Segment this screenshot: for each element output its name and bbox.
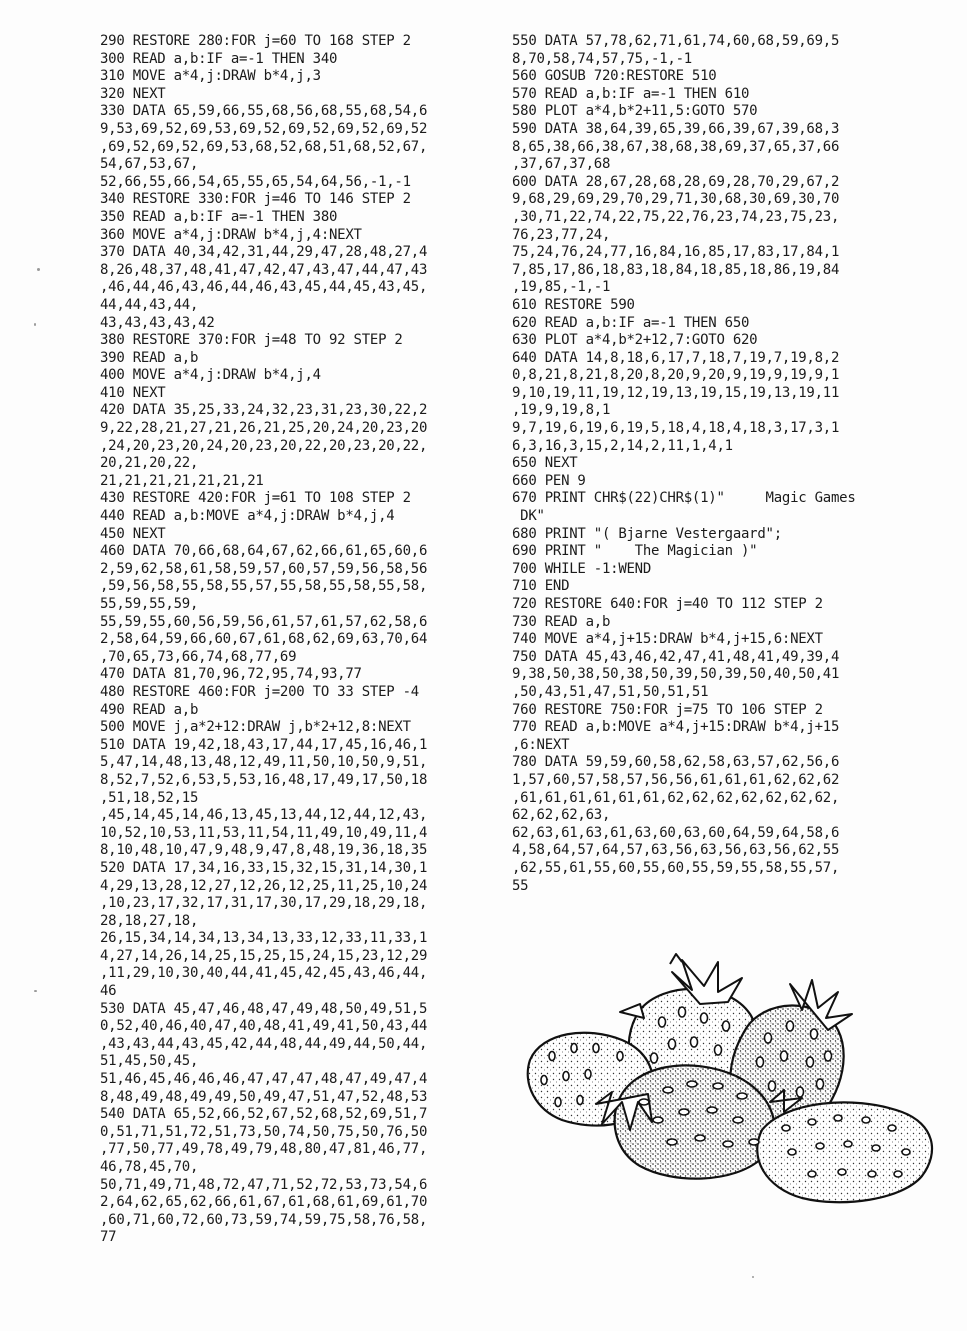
- code-line: 54,67,53,67,: [100, 156, 199, 173]
- code-line: 360 MOVE a*4,j:DRAW b*4,j,4:NEXT: [100, 226, 362, 243]
- code-line: 8,65,38,66,38,67,38,68,38,69,37,65,37,66: [512, 138, 840, 155]
- code-line: 750 DATA 45,43,46,42,47,41,48,41,49,39,4: [512, 648, 840, 665]
- code-line: 560 GOSUB 720:RESTORE 510: [512, 68, 717, 85]
- code-line: ,11,29,10,30,40,44,41,45,42,45,43,46,44,: [100, 965, 428, 982]
- code-line: 480 RESTORE 460:FOR j=200 TO 33 STEP -4: [100, 683, 419, 700]
- code-line: 9,10,19,11,19,12,19,13,19,15,19,13,19,11: [512, 384, 840, 401]
- code-line: 460 DATA 70,66,68,64,67,62,66,61,65,60,6: [100, 543, 428, 560]
- code-line: 730 READ a,b: [512, 613, 611, 630]
- code-line: ,77,50,77,49,78,49,79,48,80,47,81,46,77,: [100, 1141, 428, 1158]
- code-line: 8,52,7,52,6,53,5,53,16,48,17,49,17,50,18: [100, 771, 428, 788]
- code-line: 10,52,10,53,11,53,11,54,11,49,10,49,11,4: [100, 824, 428, 841]
- code-line: 520 DATA 17,34,16,33,15,32,15,31,14,30,1: [100, 859, 428, 876]
- code-line: 0,51,71,51,72,51,73,50,74,50,75,50,76,50: [100, 1123, 428, 1140]
- code-line: 310 MOVE a*4,j:DRAW b*4,j,3: [100, 68, 321, 85]
- code-line: 55,59,55,60,56,59,56,61,57,61,57,62,58,6: [100, 613, 428, 630]
- code-line: 77: [100, 1229, 117, 1246]
- code-line: 540 DATA 65,52,66,52,67,52,68,52,69,51,7: [100, 1106, 428, 1123]
- code-line: 690 PRINT " The Magician )": [512, 543, 758, 560]
- code-line: 46,78,45,70,: [100, 1159, 199, 1175]
- code-line: ,69,52,69,52,69,53,68,52,68,51,68,52,67,: [100, 138, 428, 155]
- code-line: 51,45,50,45,: [100, 1053, 199, 1070]
- code-line: 26,15,34,14,34,13,34,13,33,12,33,11,33,1: [100, 930, 428, 947]
- code-line: 600 DATA 28,67,28,68,28,69,28,70,29,67,2: [512, 173, 840, 190]
- code-line: 62,62,62,63,: [512, 807, 611, 824]
- code-line: ,70,65,73,66,74,68,77,69: [100, 648, 297, 665]
- code-line: 440 READ a,b:MOVE a*4,j:DRAW b*4,j,4: [100, 508, 395, 525]
- code-line: 0,52,40,46,40,47,40,48,41,49,41,50,43,44: [100, 1018, 428, 1035]
- code-line: ,30,71,22,74,22,75,22,76,23,74,23,75,23,: [512, 208, 840, 225]
- code-line: 4,29,13,28,12,27,12,26,12,25,11,25,10,24: [100, 877, 428, 894]
- code-line: 340 RESTORE 330:FOR j=46 TO 146 STEP 2: [100, 191, 411, 208]
- code-line: 8,48,49,48,49,49,50,49,47,51,47,52,48,53: [100, 1088, 428, 1105]
- code-line: 350 READ a,b:IF a=-1 THEN 380: [100, 208, 338, 225]
- code-line: 20,21,20,22,: [100, 455, 199, 472]
- code-line: 650 NEXT: [512, 455, 578, 472]
- code-line: 76,23,77,24,: [512, 226, 611, 243]
- code-line: 710 END: [512, 578, 570, 595]
- code-line: ,50,43,51,47,51,50,51,51: [512, 683, 709, 700]
- code-line: ,6:NEXT: [512, 736, 570, 753]
- code-line: 6,3,16,3,15,2,14,2,11,1,4,1: [512, 437, 733, 454]
- code-line: 51,46,45,46,46,46,47,47,47,48,47,49,47,4: [100, 1071, 428, 1088]
- code-line: 700 WHILE -1:WEND: [512, 560, 652, 577]
- code-line: 50,71,49,71,48,72,47,71,52,72,53,73,54,6: [100, 1176, 428, 1193]
- code-line: ,51,18,52,15: [100, 789, 199, 806]
- code-line: 9,53,69,52,69,53,69,52,69,52,69,52,69,52: [100, 120, 428, 137]
- code-line: 7,85,17,86,18,83,18,84,18,85,18,86,19,84: [512, 261, 840, 278]
- code-line: 5,47,14,48,13,48,12,49,11,50,10,50,9,51,: [100, 754, 428, 771]
- code-line: ,24,20,23,20,24,20,23,20,22,20,23,20,22,: [100, 437, 428, 454]
- code-line: 290 RESTORE 280:FOR j=60 TO 168 STEP 2: [100, 33, 411, 49]
- code-line: 8,26,48,37,48,41,47,42,47,43,47,44,47,43: [100, 261, 428, 278]
- code-line: 55,59,55,59,: [100, 596, 199, 612]
- code-line: 2,59,62,58,61,58,59,57,60,57,59,56,58,56: [100, 560, 428, 577]
- code-line: 0,8,21,8,21,8,20,8,20,9,20,9,19,9,19,9,1: [512, 367, 840, 384]
- code-line: 640 DATA 14,8,18,6,17,7,18,7,19,7,19,8,2: [512, 349, 840, 366]
- code-line: 46: [100, 983, 117, 1000]
- code-line: 500 MOVE j,a*2+12:DRAW j,b*2+12,8:NEXT: [100, 719, 411, 736]
- scan-speck: [37, 268, 40, 271]
- code-line: 300 READ a,b:IF a=-1 THEN 340: [100, 50, 338, 67]
- code-line: 630 PLOT a*4,b*2+12,7:GOTO 620: [512, 332, 758, 349]
- code-line: 8,70,58,74,57,75,-1,-1: [512, 50, 692, 67]
- code-line: 43,43,43,43,42: [100, 314, 215, 331]
- code-line: 9,7,19,6,19,6,19,5,18,4,18,4,18,3,17,3,1: [512, 420, 840, 437]
- leaf: [670, 954, 682, 964]
- scan-speck: [34, 990, 37, 992]
- code-line: 550 DATA 57,78,62,71,61,74,60,68,59,69,5: [512, 33, 840, 49]
- code-line: 430 RESTORE 420:FOR j=61 TO 108 STEP 2: [100, 490, 411, 507]
- code-line: 450 NEXT: [100, 525, 166, 542]
- code-line: 670 PRINT CHR$(22)CHR$(1)" Magic Games: [512, 490, 856, 507]
- code-line: 590 DATA 38,64,39,65,39,66,39,67,39,68,3: [512, 120, 840, 137]
- code-line: 380 RESTORE 370:FOR j=48 TO 92 STEP 2: [100, 332, 403, 349]
- code-line: 28,18,27,18,: [100, 912, 199, 929]
- strawberries-illustration: [522, 952, 942, 1212]
- code-line: 570 READ a,b:IF a=-1 THEN 610: [512, 85, 750, 102]
- code-line: 44,44,43,44,: [100, 296, 199, 313]
- code-line: 620 READ a,b:IF a=-1 THEN 650: [512, 314, 750, 331]
- code-line: 680 PRINT "( Bjarne Vestergaard";: [512, 525, 782, 542]
- code-line: 410 NEXT: [100, 384, 166, 401]
- code-line: 2,58,64,59,66,60,67,61,68,62,69,63,70,64: [100, 631, 428, 648]
- code-line: 62,63,61,63,61,63,60,63,60,64,59,64,58,6: [512, 824, 840, 841]
- listing-column-right: [512, 33, 952, 895]
- code-line: 55: [512, 877, 529, 894]
- code-line: 760 RESTORE 750:FOR j=75 TO 106 STEP 2: [512, 701, 823, 718]
- code-line: ,61,61,61,61,61,61,62,62,62,62,62,62,62,: [512, 789, 840, 806]
- code-line: ,19,9,19,8,1: [512, 402, 611, 419]
- code-line: 530 DATA 45,47,46,48,47,49,48,50,49,51,5: [100, 1000, 428, 1017]
- code-line: 2,64,62,65,62,66,61,67,61,68,61,69,61,70: [100, 1194, 428, 1211]
- code-line: 720 RESTORE 640:FOR j=40 TO 112 STEP 2: [512, 596, 823, 612]
- code-line: 75,24,76,24,77,16,84,16,85,17,83,17,84,1: [512, 244, 840, 261]
- code-line: 330 DATA 65,59,66,55,68,56,68,55,68,54,6: [100, 103, 428, 120]
- code-line: ,62,55,61,55,60,55,60,55,59,55,58,55,57,: [512, 859, 840, 876]
- code-line: DK": [512, 508, 545, 525]
- code-line: 580 PLOT a*4,b*2+11,5:GOTO 570: [512, 103, 758, 120]
- leaf: [620, 1004, 644, 1018]
- code-line: 780 DATA 59,59,60,58,62,58,63,57,62,56,6: [512, 754, 840, 771]
- code-line: 1,57,60,57,58,57,56,56,61,61,61,62,62,62: [512, 771, 840, 788]
- code-line: 9,68,29,69,29,70,29,71,30,68,30,69,30,70: [512, 191, 840, 208]
- code-line: 400 MOVE a*4,j:DRAW b*4,j,4: [100, 367, 321, 384]
- code-line: 4,27,14,26,14,25,15,25,15,24,15,23,12,29: [100, 947, 428, 964]
- code-line: 9,38,50,38,50,38,50,39,50,39,50,40,50,41: [512, 666, 840, 683]
- code-line: 740 MOVE a*4,j+15:DRAW b*4,j+15,6:NEXT: [512, 631, 823, 648]
- code-line: 4,58,64,57,64,57,63,56,63,56,63,56,62,55: [512, 842, 840, 859]
- scan-speck: [752, 1276, 754, 1278]
- code-line: 420 DATA 35,25,33,24,32,23,31,23,30,22,2: [100, 402, 428, 419]
- code-line: 490 READ a,b: [100, 701, 199, 718]
- code-line: 390 READ a,b: [100, 349, 199, 366]
- code-line: ,43,43,44,43,45,42,44,48,44,49,44,50,44,: [100, 1035, 428, 1052]
- code-line: 660 PEN 9: [512, 472, 586, 489]
- code-line: 610 RESTORE 590: [512, 296, 635, 313]
- code-line: ,45,14,45,14,46,13,45,13,44,12,44,12,43,: [100, 807, 428, 824]
- code-line: ,59,56,58,55,58,55,57,55,58,55,58,55,58,: [100, 578, 428, 595]
- code-line: 8,10,48,10,47,9,48,9,47,8,48,19,36,18,35: [100, 842, 428, 859]
- code-line: ,60,71,60,72,60,73,59,74,59,75,58,76,58,: [100, 1211, 428, 1228]
- code-line: ,10,23,17,32,17,31,17,30,17,29,18,29,18,: [100, 895, 428, 912]
- listing-column-left: [100, 33, 520, 1247]
- code-line: ,37,67,37,68: [512, 156, 611, 173]
- code-line: 470 DATA 81,70,96,72,95,74,93,77: [100, 666, 362, 683]
- code-line: 370 DATA 40,34,42,31,44,29,47,28,48,27,4: [100, 244, 428, 261]
- code-line: ,19,85,-1,-1: [512, 279, 611, 296]
- code-line: 320 NEXT: [100, 85, 166, 102]
- code-line: 52,66,55,66,54,65,55,65,54,64,56,-1,-1: [100, 173, 411, 190]
- code-line: ,46,44,46,43,46,44,46,43,45,44,45,43,45,: [100, 279, 428, 296]
- code-line: 770 READ a,b:MOVE a*4,j+15:DRAW b*4,j+15: [512, 719, 840, 736]
- code-line: 21,21,21,21,21,21,21: [100, 472, 264, 489]
- code-line: 9,22,28,21,27,21,26,21,25,20,24,20,23,20: [100, 420, 428, 437]
- code-line: 510 DATA 19,42,18,43,17,44,17,45,16,46,1: [100, 736, 428, 753]
- scan-speck: [34, 323, 36, 326]
